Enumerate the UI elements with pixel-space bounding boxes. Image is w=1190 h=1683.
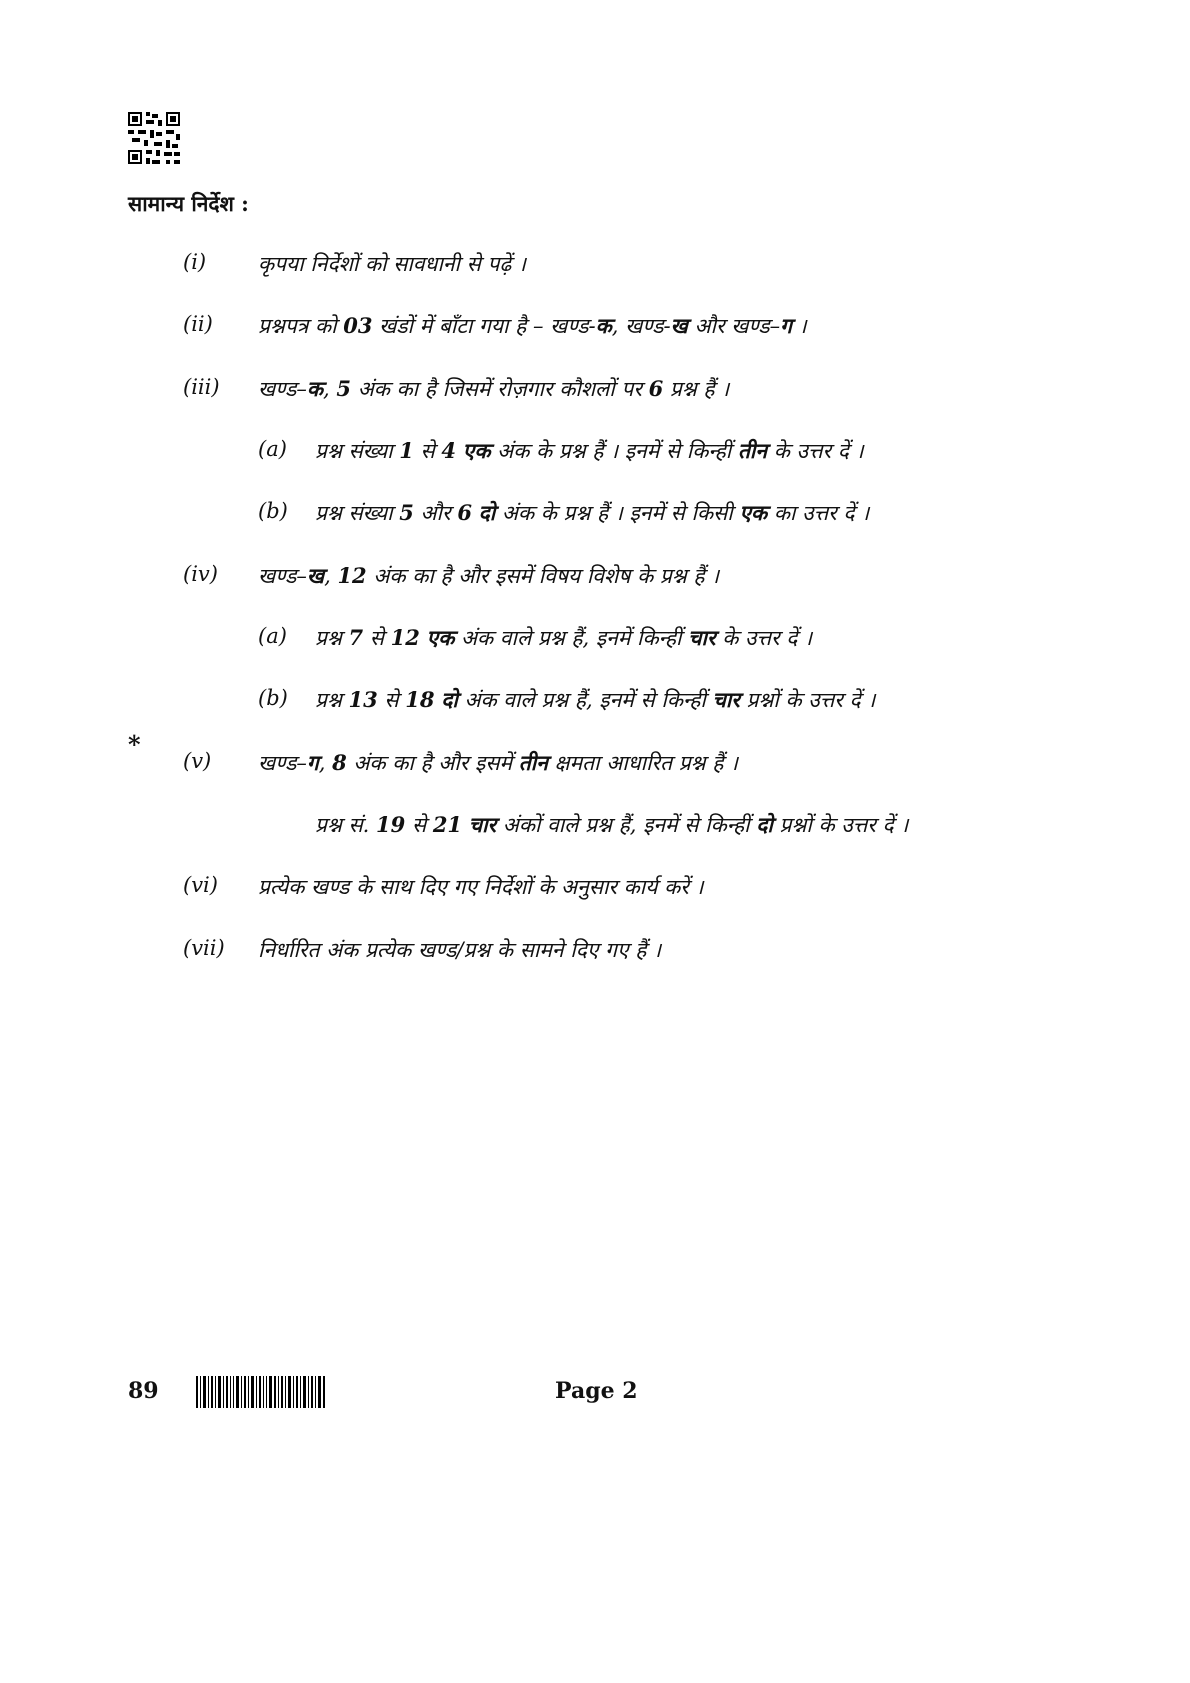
item-number: (vii) (183, 936, 225, 960)
item-text: कृपया निर्देशों को सावधानी से पढ़ें । (258, 252, 526, 276)
item-number: (iv) (183, 562, 218, 586)
item-number: (ii) (183, 312, 213, 336)
item-number: (vi) (183, 873, 218, 897)
item-text: प्रश्न संख्या 5 और 6 दो अंक के प्रश्न हैं । इनमें से किसी एक का उत्तर दें । (315, 500, 870, 525)
item-text: प्रश्नपत्र को 03 खंडों में बाँटा गया है – खण्ड-क, खण्ड-ख और खण्ड–ग । (258, 313, 807, 338)
item-number: (b) (258, 686, 288, 710)
paper-code: 89 (128, 1378, 159, 1404)
item-number: (i) (183, 250, 207, 274)
item-number: (a) (258, 624, 287, 648)
item-text: प्रश्न सं. 19 से 21 चार अंकों वाले प्रश्न हैं, इनमें से किन्हीं दो प्रश्नों के उत्तर दें । (315, 812, 909, 837)
item-text: प्रश्न 13 से 18 दो अंक वाले प्रश्न हैं, इनमें से किन्हीं चार प्रश्नों के उत्तर दें । (315, 687, 876, 712)
item-text: प्रत्येक खण्ड के साथ दिए गए निर्देशों के अनुसार कार्य करें । (258, 875, 704, 899)
item-text: खण्ड–ख, 12 अंक का है और इसमें विषय विशेष के प्रश्न हैं । (258, 563, 720, 588)
item-number: (a) (258, 437, 287, 461)
barcode-icon (196, 1376, 326, 1408)
qr-code-icon (128, 112, 180, 164)
item-number: (b) (258, 499, 288, 523)
item-number: (v) (183, 749, 212, 773)
item-text: निर्धारित अंक प्रत्येक खण्ड/प्रश्न के सामने दिए गए हैं । (258, 938, 662, 962)
page-number: Page 2 (555, 1378, 638, 1404)
item-number: (iii) (183, 375, 220, 399)
instructions-heading: सामान्य निर्देश : (128, 191, 249, 216)
item-text: प्रश्न संख्या 1 से 4 एक अंक के प्रश्न हैं । इनमें से किन्हीं तीन के उत्तर दें । (315, 438, 864, 463)
item-text: खण्ड–क, 5 अंक का है जिसमें रोज़गार कौशलों पर 6 प्रश्न हैं । (258, 376, 730, 401)
item-text: खण्ड–ग, 8 अंक का है और इसमें तीन क्षमता आधारित प्रश्न हैं । (258, 750, 738, 775)
item-text: प्रश्न 7 से 12 एक अंक वाले प्रश्न हैं, इनमें किन्हीं चार के उत्तर दें । (315, 625, 813, 650)
asterisk-mark: * (128, 730, 141, 759)
